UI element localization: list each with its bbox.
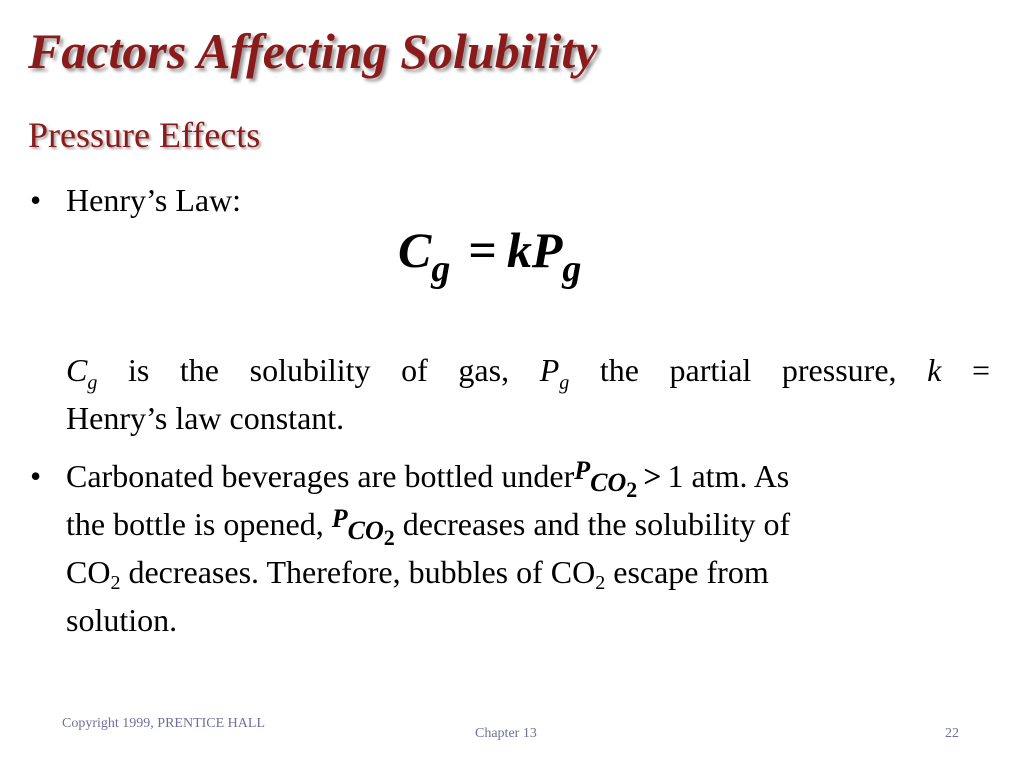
bullet2-text-3c: escape from [605,554,769,590]
pco2-symbol: $^PCO_2$ [331,504,395,550]
bullet2-text-3a: CO [66,554,111,590]
eq-lhs-sub: g [431,248,451,290]
eq-rhs-coef: k [506,222,532,278]
definition-line-2: Henry’s law constant. [66,400,345,436]
bullet2-text-1a: Carbonated beverages are bottled under [66,458,575,494]
footer-chapter: Chapter 13 [475,726,537,741]
def-text-1: is the solubility of gas, [97,352,540,388]
bullet2-text-1b: 1 atm. As [667,458,790,494]
bullet-marker: • [30,182,42,218]
henrys-law-label: Henry’s Law: [66,182,242,218]
greater-than: > [643,458,662,494]
bullet-marker: • [30,458,42,494]
eq-lhs-var: C [398,222,432,278]
co2-subscript: 2 [595,572,606,594]
def-text-3: = [941,352,991,388]
bullet2-line-4: solution. [66,602,178,638]
definition-line-1 [66,346,990,394]
bullet2-line-1 [66,452,789,504]
bullet2-line-2 [66,500,790,552]
footer-copyright: Copyright 1999, PRENTICE HALL [62,716,265,731]
pco2-symbol: $^PCO_2$ [574,456,638,502]
bullet2-line-3 [66,548,769,596]
slide-subtitle: Pressure Effects [28,115,261,155]
co2-subscript: 2 [110,572,121,594]
eq-operator: = [468,222,497,278]
def-c-var: $C_g$ [66,352,98,394]
slide-title: Factors Affecting Solubility [28,23,598,79]
bullet2-text-2a: the bottle is opened, [66,506,332,542]
def-text-2: the partial pressure, [569,352,928,388]
bullet2-text-3b: decreases. Therefore, bubbles of CO [120,554,596,590]
def-k-var: k [927,352,942,388]
henrys-law-equation [398,220,582,290]
eq-rhs-sub: g [562,248,582,290]
eq-rhs-var: P [531,222,563,278]
bullet2-text-2b: decreases and the solubility of [394,506,791,542]
def-p-var: $P_g$ [539,352,570,394]
footer-page-number: 22 [945,726,959,741]
